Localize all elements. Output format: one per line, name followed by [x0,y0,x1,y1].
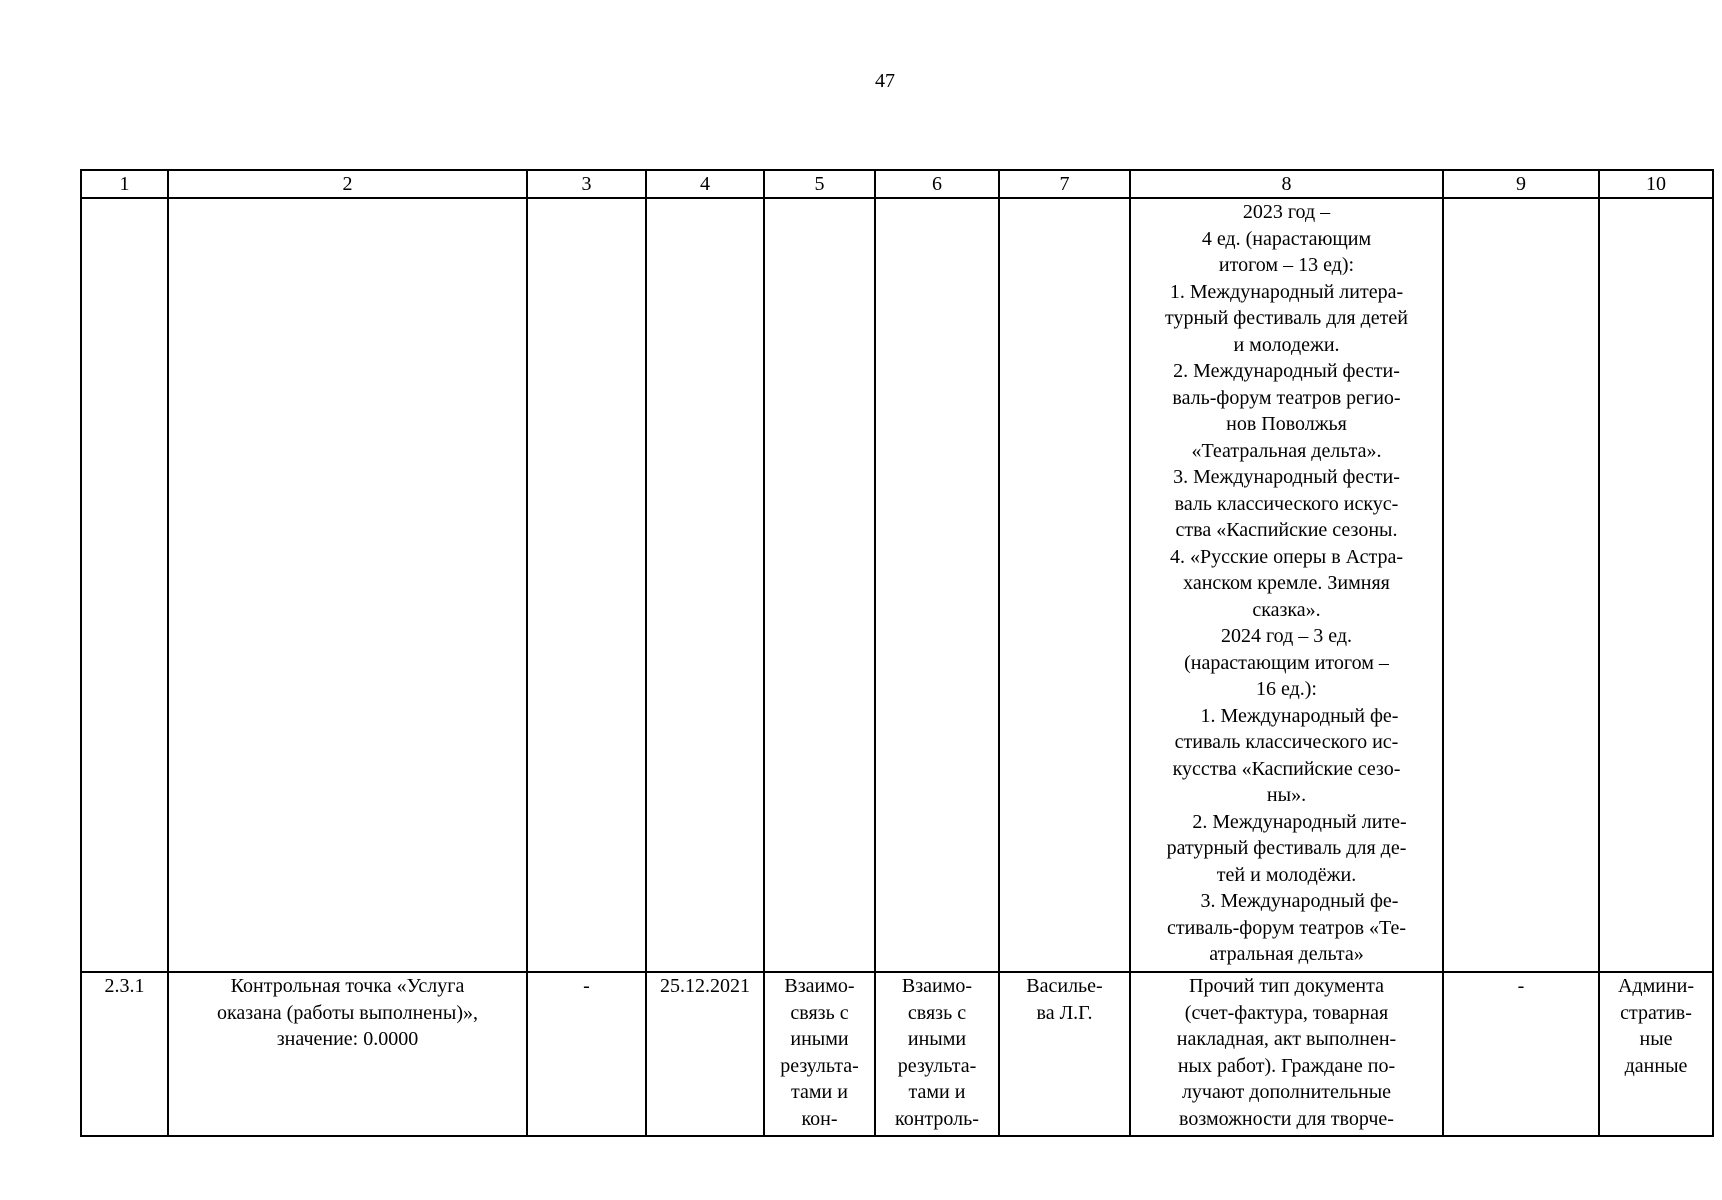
text-line: кусства «Каспийские сезо- [1172,757,1401,780]
text-line: Василье- [1026,975,1103,997]
text-line: ва Л.Г. [1036,1001,1093,1024]
cell-responsible [999,972,1130,1136]
page-number: 47 [875,70,895,92]
text-line: иными [907,1028,967,1050]
text-line: 1. Международный фе- [1200,704,1399,727]
column-header-6: 6 [875,170,999,198]
cell-cont-7 [999,198,1130,972]
cell-document-type [1130,972,1443,1136]
cell-cont-8 [1130,198,1443,972]
column-header-2: 2 [168,170,527,198]
text-line: ные [1639,1028,1673,1050]
text-line: 3. Международный фести- [1173,466,1400,488]
text-line: Взаимо- [901,975,973,997]
text-line: 2. Международный фести- [1173,360,1400,382]
text-line: ства «Каспийские сезоны. [1175,519,1398,541]
cell-row-number [81,972,168,1136]
text-line: возможности для творче- [1179,1107,1394,1130]
text-line: иными [790,1028,849,1050]
table-row-2-3-1 [81,972,1713,1136]
text-line: связь с [907,1001,967,1024]
text-line: - [583,975,590,997]
text-line: тей и молодёжи. [1216,863,1357,886]
text-line: Прочий тип документа [1189,975,1384,997]
text-line: тами и [791,1081,848,1103]
text-line: стиваль-форум театров «Те- [1166,916,1407,939]
text-line: 2024 год – 3 ед. [1220,625,1353,647]
column-header-5: 5 [764,170,875,198]
cell-cont-4 [646,198,764,972]
text-line: стратив- [1620,1001,1692,1024]
text-line: результа- [897,1054,977,1077]
text-line: 2.3.1 [104,975,145,997]
text-line: 4 ед. (нарастающим [1201,227,1372,250]
cell-date [646,972,764,1136]
text-line: накладная, акт выполнен- [1176,1028,1397,1050]
text-line: значение: 0.0000 [276,1028,419,1050]
text-line: Контрольная точка «Услуга [230,975,465,997]
cell-col-9 [1443,972,1599,1136]
document-table [80,169,1714,1137]
cell-data-source [1599,972,1713,1136]
text-line: 2. Международный лите- [1192,810,1407,833]
text-line: валь классического искус- [1174,492,1399,515]
cell-cont-5 [764,198,875,972]
cell-cont-1 [81,198,168,972]
header-row [81,170,1713,198]
text-line: 3. Международный фе- [1200,890,1399,912]
text-line: оказана (работы выполнены)», [217,1001,478,1024]
text-line: ных работ). Граждане по- [1177,1054,1396,1077]
cell-col-6 [875,972,999,1136]
column-header-10: 10 [1599,170,1713,198]
text-line: кон- [801,1107,838,1130]
cell-cont-2 [168,198,527,972]
text-line: ханском кремле. Зимняя [1183,572,1390,594]
cell-control-point [168,972,527,1136]
text-line: контроль- [895,1107,979,1130]
text-line: результа- [780,1054,859,1077]
text-line: 4. «Русские оперы в Астра- [1170,545,1403,568]
text-line: 1. Международный литера- [1169,280,1404,303]
cell-cont-3 [527,198,646,972]
text-line: нов Поволжья [1226,413,1347,435]
cell-col-5 [764,972,875,1136]
text-line: - [1517,975,1525,997]
table-row-continuation [81,198,1713,972]
cell-cont-6 [875,198,999,972]
text-line: турный фестиваль для детей [1164,307,1409,329]
text-line: Взаимо- [784,975,855,997]
text-line: атральная дельта» [1209,943,1364,965]
text-line: связь с [790,1001,849,1024]
column-header-9: 9 [1443,170,1599,198]
text-line: лучают дополнительные [1181,1081,1392,1103]
text-line: и молодежи. [1233,333,1340,356]
text-line: Админи- [1617,975,1695,997]
column-header-7: 7 [999,170,1130,198]
column-header-1: 1 [81,170,168,198]
text-line: сказка». [1252,598,1321,621]
text-line: итогом – 13 ед): [1218,254,1355,276]
column-header-4: 4 [646,170,764,198]
text-line: (счет-фактура, товарная [1184,1001,1389,1024]
text-line: 2023 год – [1242,201,1331,223]
text-line: стиваль классического ис- [1174,731,1399,753]
text-line: тами и [908,1081,966,1103]
text-line: «Театральная дельта». [1191,439,1382,462]
text-line: валь-форум театров регио- [1172,386,1401,409]
cell-cont-10 [1599,198,1713,972]
text-line: данные [1624,1054,1688,1077]
column-header-3: 3 [527,170,646,198]
cell-cont-9 [1443,198,1599,972]
cell-col-3 [527,972,646,1136]
text-line: (нарастающим итогом – [1184,651,1389,674]
column-header-8: 8 [1130,170,1443,198]
text-line: 16 ед.): [1255,678,1317,700]
text-line: ны». [1266,784,1307,806]
text-line: ратурный фестиваль для де- [1166,837,1407,859]
text-line: 25.12.2021 [660,975,750,997]
